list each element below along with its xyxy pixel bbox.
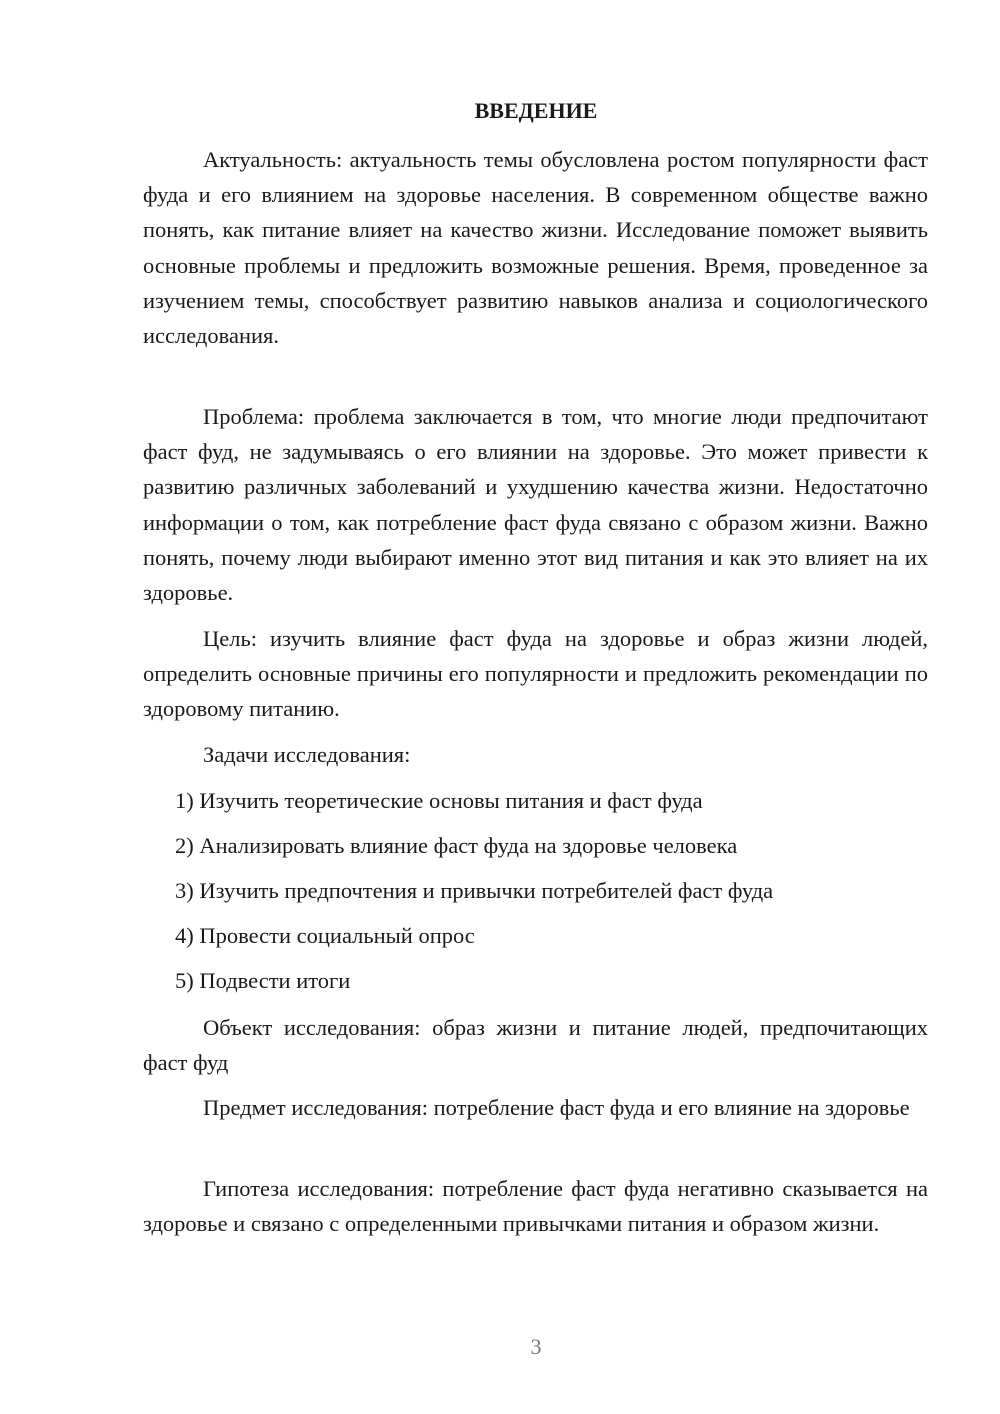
- subject-paragraph: Предмет исследования: потребление фаст фуда и его влияние на здоровье: [203, 1095, 910, 1120]
- problem-paragraph: Проблема: проблема заключается в том, что многие люди предпочитают фаст фуд, не задумываясь о его влиянии на здоровье. Это может привести к развитию различных заболеваний и ухудшению качества жизни. Недостаточно информации о том, как потребление фаст фуда связано с образом жизни. Важно понять, почему люди выбирают именно этот вид питания и как это влияет на их здоровье.: [143, 404, 928, 606]
- hypothesis-paragraph: Гипотеза исследования: потребление фаст фуда негативно сказывается на здоровье и связано с определенными привычками питания и образом жизни.: [143, 1176, 928, 1237]
- task-item-3: 3) Изучить предпочтения и привычки потребителей фаст фуда: [175, 878, 774, 903]
- page-number: 3: [530, 1334, 542, 1359]
- task-item-4: 4) Провести социальный опрос: [175, 923, 475, 948]
- task-item-1: 1) Изучить теоретические основы питания и фаст фуда: [175, 788, 703, 813]
- section-heading: ВВЕДЕНИЕ: [474, 98, 598, 123]
- relevance-paragraph: Актуальность: актуальность темы обусловлена ростом популярности фаст фуда и его влиянием на здоровье населения. В современном обществе важно понять, как питание влияет на качество жизни. Исследование поможет выявить основные проблемы и предложить возможные решения. Время, проведенное за изучением темы, способствует развитию навыков анализа и социологического исследования.: [143, 147, 928, 349]
- task-item-2: 2) Анализировать влияние фаст фуда на здоровье человека: [175, 833, 738, 858]
- goal-paragraph: Цель: изучить влияние фаст фуда на здоровье и образ жизни людей, определить основные причины его популярности и предложить рекомендации по здоровому питанию.: [143, 626, 928, 722]
- object-paragraph: Объект исследования: образ жизни и питание людей, предпочитающих фаст фуд: [143, 1015, 928, 1076]
- tasks-title: Задачи исследования:: [203, 742, 411, 767]
- task-item-5: 5) Подвести итоги: [175, 968, 351, 993]
